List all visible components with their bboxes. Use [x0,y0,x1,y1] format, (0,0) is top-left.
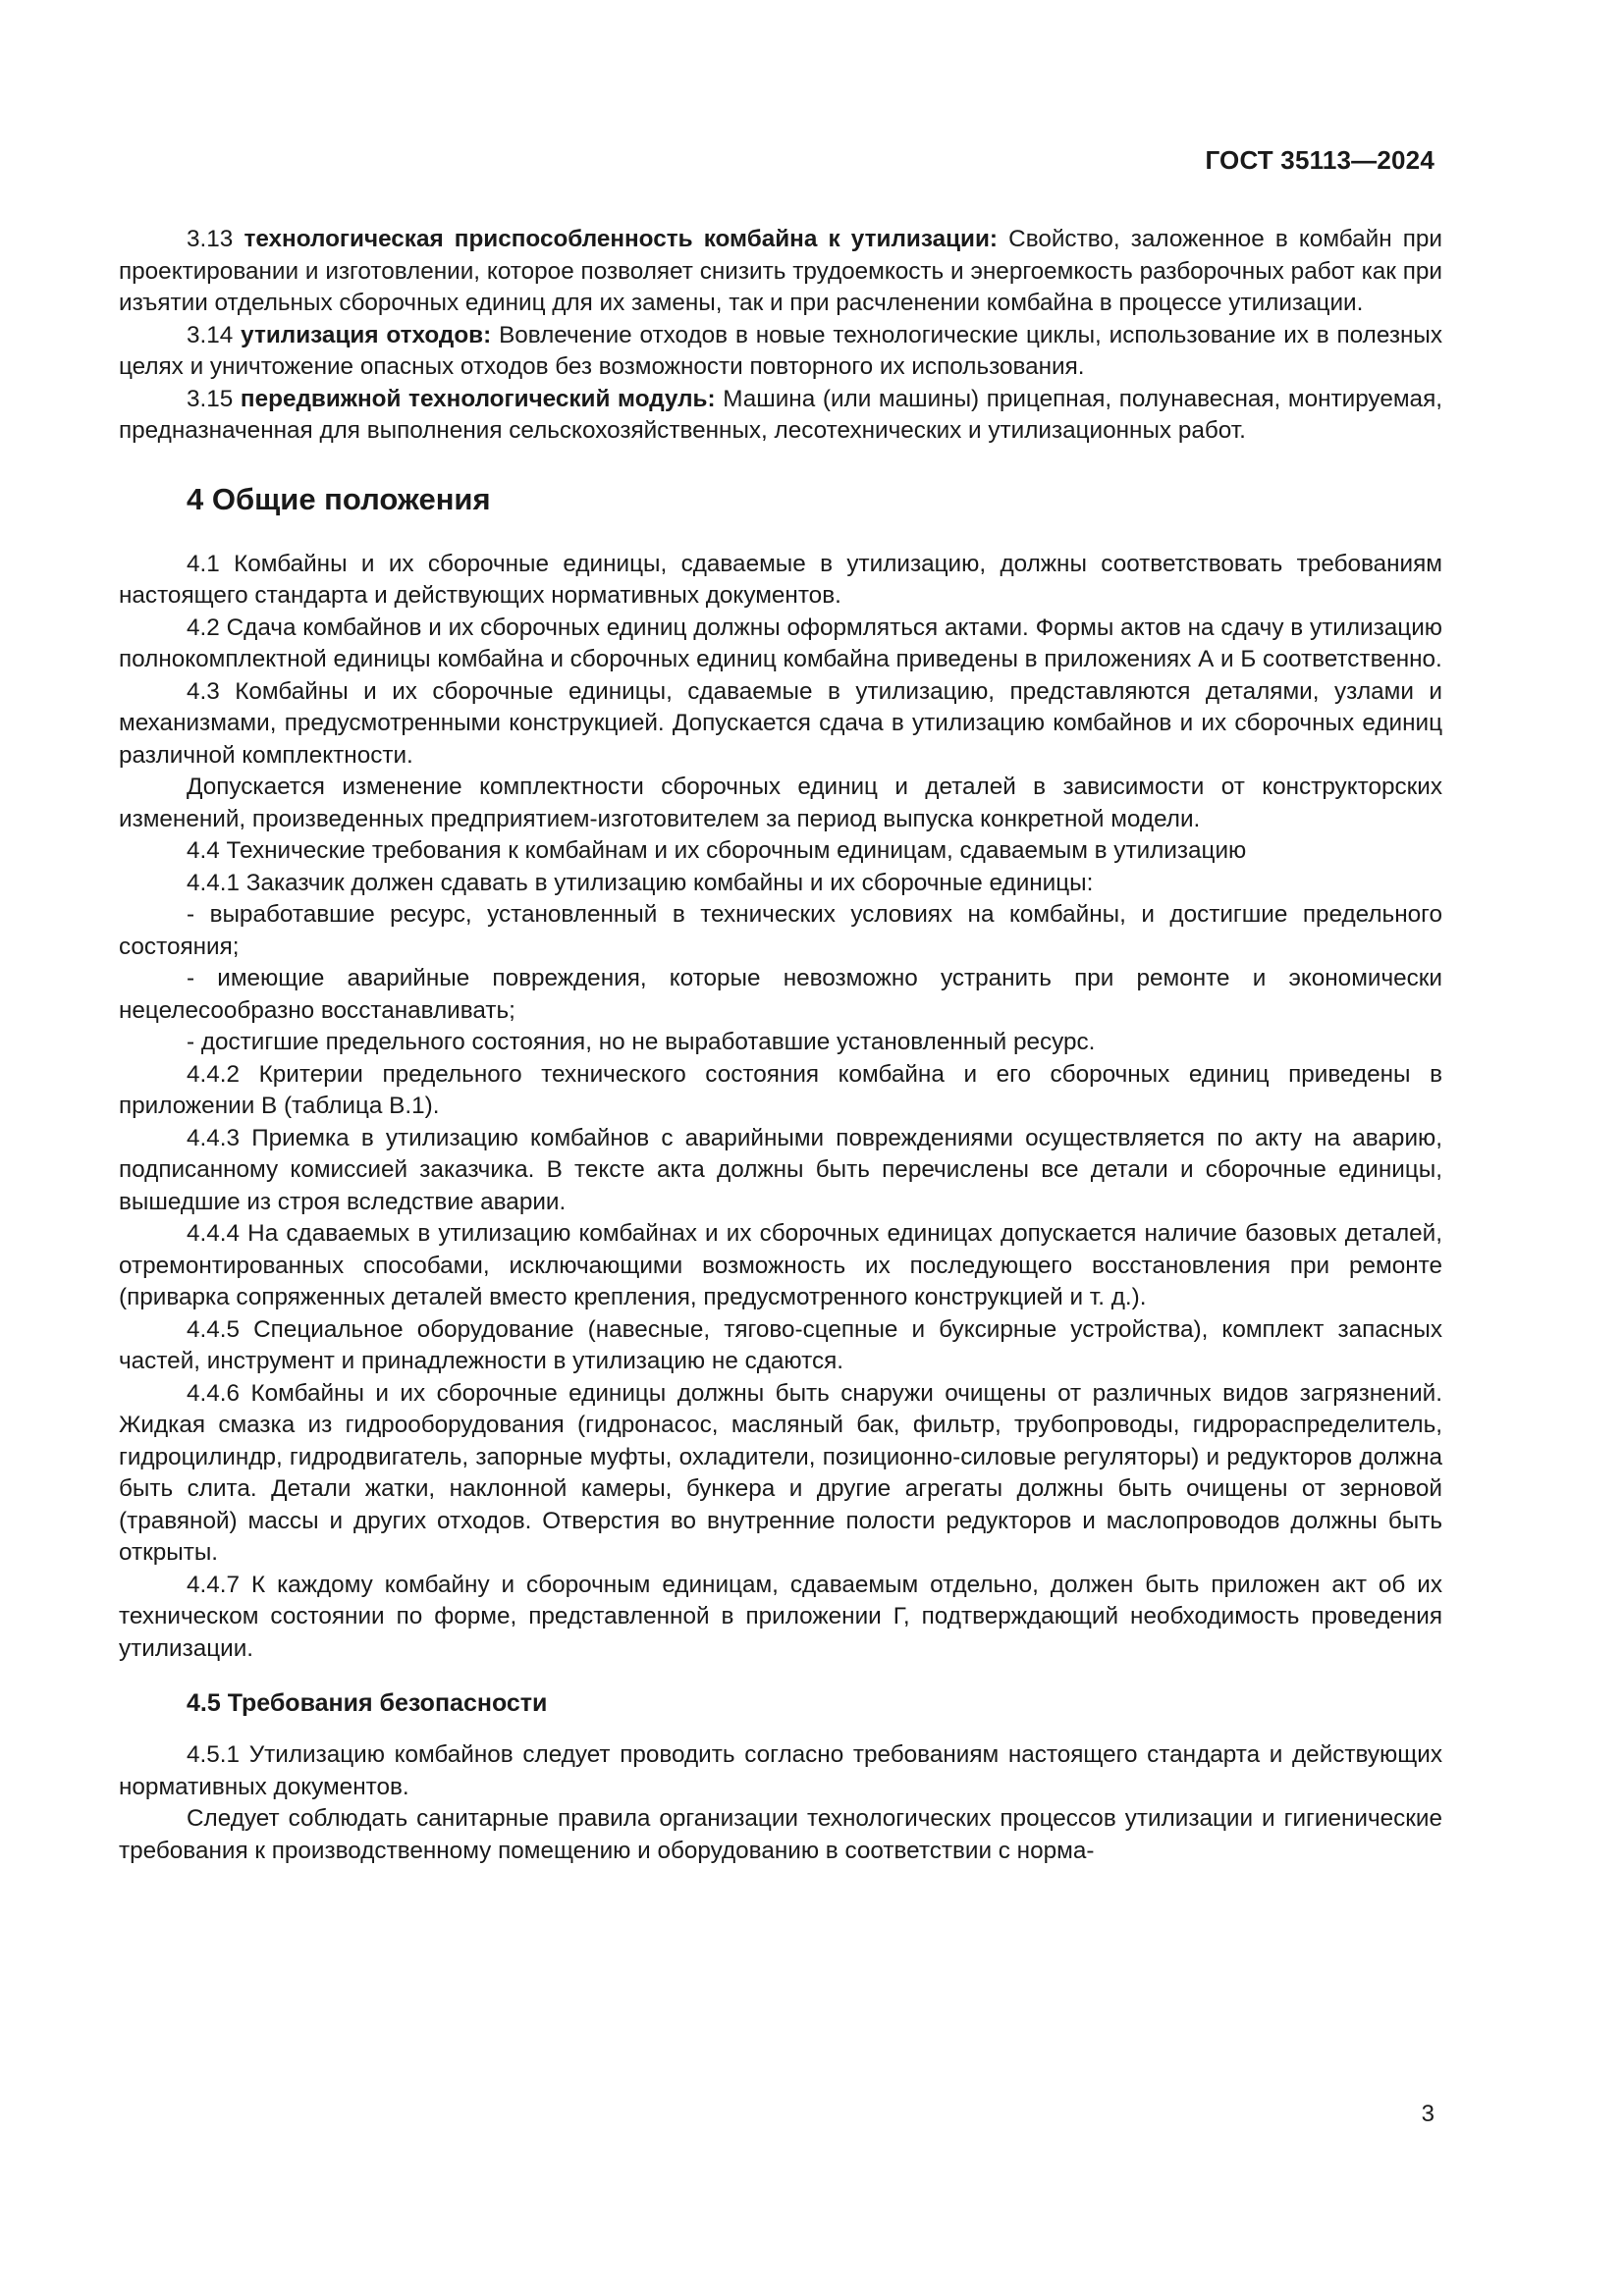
list-item: - достигшие предельного состояния, но не выработавшие установленный ресурс. [187,1029,1096,1055]
paragraph-4-4-4: 4.4.4 На сдаваемых в утилизацию комбайнах и их сборочных единицах допускается наличие базовых деталей, отремонтированных способами, исключающими возможность их последующего восстановления при ремонте (приварка сопряженных деталей вместо крепления, предусмотренного конструкцией и т. д.). [119,1220,1442,1310]
definition-text: Свойство, заложенное в комбайн при проектировании и изготовлении, которое позволяет снизить трудоемкость и энергоемкость разборочных работ как при изъятии отдельных сборочных единиц для их замены, так и при расчленении комбайна в процессе утилизации. [119,226,1442,316]
paragraph-4-3: 4.3 Комбайны и их сборочные единицы, сдаваемые в утилизацию, представляются деталями, узлами и механизмами, предусмотренными конструкцией. Допускается сдача в утилизацию комбайнов и их сборочных единиц различной комплектности. [119,677,1442,769]
definition-term: технологическая приспособленность комбайна к утилизации: [244,226,998,252]
list-item: - выработавшие ресурс, установленный в технических условиях на комбайны, и достигшие предельного состояния; [119,901,1442,960]
paragraph-4-4-7: 4.4.7 К каждому комбайну и сборочным единицам, сдаваемым отдельно, должен быть приложен акт об их техническом состоянии по форме, представленной в приложении Г, подтверждающий необходимость проведения утилизации. [119,1571,1442,1662]
paragraph-4-4: 4.4 Технические требования к комбайнам и их сборочным единицам, сдаваемым в утилизацию [187,837,1247,864]
definition-3-13 [119,224,1442,320]
section-heading: 4 Общие положения [187,481,491,516]
page-body [119,224,1442,1867]
paragraph-4-3-note: Допускается изменение комплектности сборочных единиц и деталей в зависимости от конструкторских изменений, произведенных предприятием-изготовителем за период выпуска конкретной модели. [119,774,1442,832]
paragraph-4-4-2: 4.4.2 Критерии предельного технического состояния комбайна и его сборочных единиц приведены в приложении В (таблица В.1). [119,1060,1442,1119]
paragraph-4-1: 4.1 Комбайны и их сборочные единицы, сдаваемые в утилизацию, должны соответствовать требованиям настоящего стандарта и действующих нормативных документов. [119,550,1442,609]
definition-number: 3.13 [187,226,234,252]
subsection-heading: 4.5 Требования безопасности [187,1689,548,1717]
paragraph-4-5-1-cont: Следует соблюдать санитарные правила организации технологических процессов утилизации и гигиенические требования к производственному помещению и оборудованию в соответствии с норма- [119,1805,1442,1864]
definition-text: Вовлечение отходов в новые технологические циклы, использование их в полезных целях и уничтожение опасных отходов без возможности повторного их использования. [119,321,1442,380]
page-number: 3 [1421,2101,1435,2127]
paragraph-4-5-1: 4.5.1 Утилизацию комбайнов следует проводить согласно требованиям настоящего стандарта и действующих нормативных документов. [119,1741,1442,1800]
definition-3-14 [119,320,1442,384]
definition-3-15 [119,384,1442,448]
document-standard-id: ГОСТ 35113—2024 [1205,145,1435,175]
paragraph-4-4-5: 4.4.5 Специальное оборудование (навесные, тягово-сцепные и буксирные устройства), комплект запасных частей, инструмент и принадлежности в утилизацию не сдаются. [119,1315,1442,1374]
definition-number: 3.14 [187,321,234,348]
paragraph-4-4-6: 4.4.6 Комбайны и их сборочные единицы должны быть снаружи очищены от различных видов загрязнений. Жидкая смазка из гидрооборудования (гидронасос, масляный бак, фильтр, трубопроводы, гидрораспределитель, гидроцилиндр, гидродвигатель, запорные муфты, охладители, позиционно-силовые регуляторы) и редукторов должна быть слита. Детали жатки, наклонной камеры, бункера и другие агрегаты должны быть очищены от зерновой (травяной) массы и других отходов. Отверстия во внутренние полости редукторов и маслопроводов должны быть открыты. [119,1379,1442,1566]
definition-term: утилизация отходов: [241,321,492,348]
paragraph-4-4-3: 4.4.3 Приемка в утилизацию комбайнов с аварийными повреждениями осуществляется по акту на аварию, подписанному комиссией заказчика. В тексте акта должны быть перечислены все детали и сборочные единицы, вышедшие из строя вследствие аварии. [119,1124,1442,1215]
definition-number: 3.15 [187,385,234,412]
list-item: - имеющие аварийные повреждения, которые невозможно устранить при ремонте и экономически нецелесообразно восстанавливать; [119,965,1442,1024]
definition-text: Машина (или машины) прицепная, полунавесная, монтируемая, предназначенная для выполнения сельскохозяйственных, лесотехнических и утилизационных работ. [119,385,1442,444]
definition-term: передвижной технологический модуль: [240,385,716,412]
paragraph-4-4-1: 4.4.1 Заказчик должен сдавать в утилизацию комбайны и их сборочные единицы: [187,869,1094,896]
paragraph-4-2: 4.2 Сдача комбайнов и их сборочных единиц должны оформляться актами. Формы актов на сдачу в утилизацию полнокомплектной единицы комбайна и сборочных единиц комбайна приведены в приложениях А и Б соответственно. [119,614,1442,672]
